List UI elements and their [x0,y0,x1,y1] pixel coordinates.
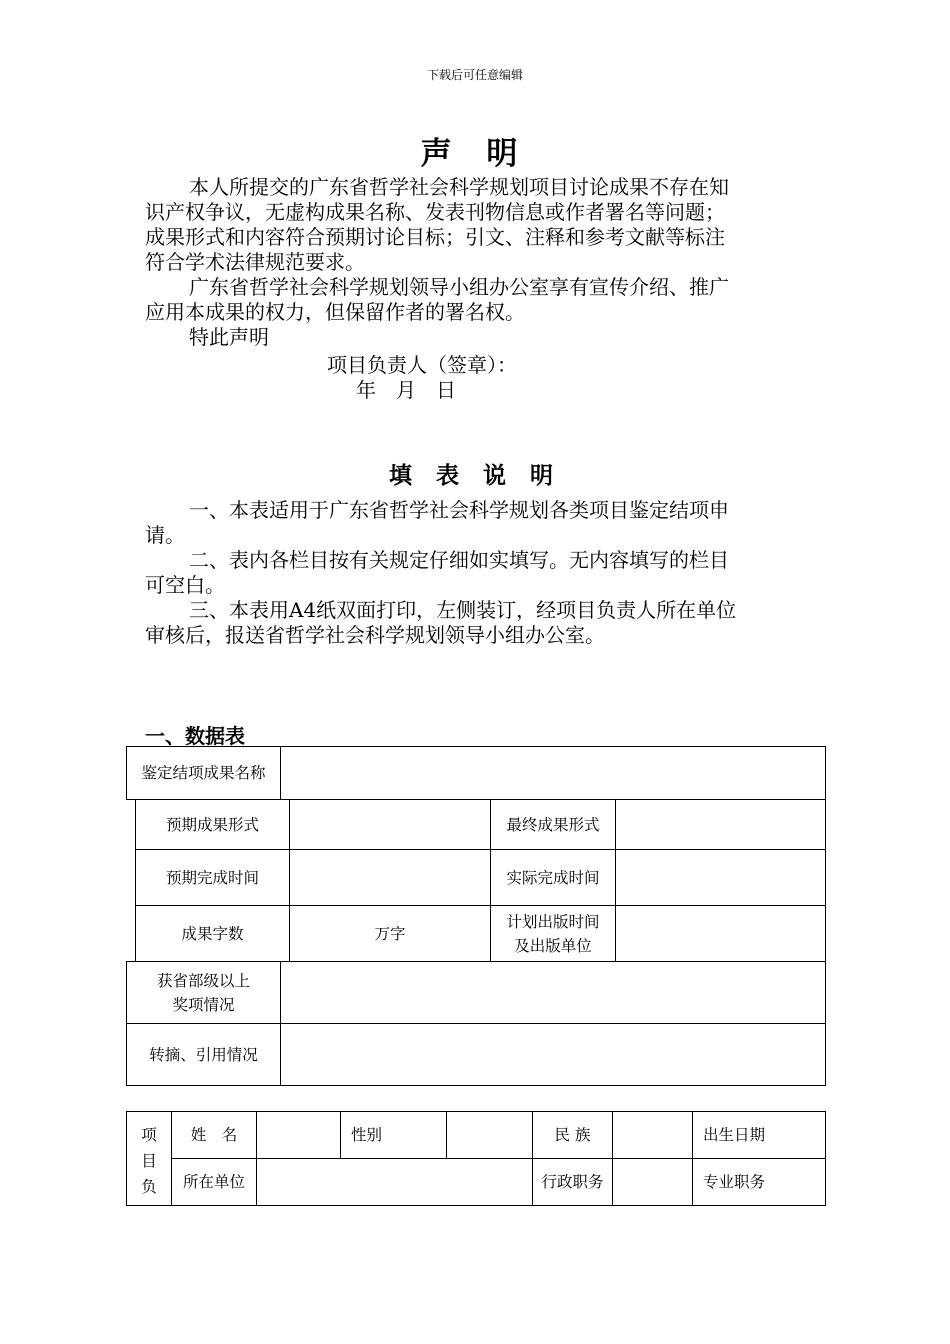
admin-post-value[interactable] [613,1159,693,1206]
final-form-label: 最终成果形式 [491,800,616,850]
vertical-char: 项 [141,1126,157,1144]
declaration-body [145,175,810,350]
expected-time-value[interactable] [290,850,491,906]
publish-label-line: 及出版单位 [514,936,592,955]
expected-form-label: 预期成果形式 [136,800,290,850]
instruction-line: 可空白。 [145,573,225,597]
final-form-value[interactable] [616,800,826,850]
actual-time-value[interactable] [616,850,826,906]
word-count-value[interactable] [290,906,491,962]
name-value[interactable] [257,1112,341,1159]
signature-label: 项目负责人（签章）： [327,353,517,377]
gender-label: 性别 [341,1112,447,1159]
unit-label: 所在单位 [172,1159,257,1206]
ethnicity-label: 民 族 [533,1112,613,1159]
ethnicity-value[interactable] [613,1112,693,1159]
declaration-line: 特此声明 [189,325,269,349]
award-label-line: 获省部级以上 [156,971,250,990]
instruction-line: 三、本表用A4纸双面打印，左侧装订，经项目负责人所在单位 [189,598,737,622]
result-name-value[interactable] [281,747,826,800]
vertical-char: 目 [141,1152,157,1170]
unit-value[interactable] [257,1159,533,1206]
instruction-line: 一、本表适用于广东省哲学社会科学规划各类项目鉴定结项申 [189,498,729,522]
data-table-awards [126,961,826,1086]
publish-label-line: 计划出版时间 [506,912,600,931]
expected-time-label: 预期完成时间 [136,850,290,906]
vertical-char: 负 [141,1178,157,1196]
award-label-line: 奖项情况 [172,995,235,1014]
declaration-line: 成果形式和内容符合预期讨论目标；引文、注释和参考文献等标注 [145,225,725,249]
instruction-line: 审核后，报送省哲学社会科学规划领导小组办公室。 [145,623,605,647]
signature-date: 年 月 日 [356,378,456,402]
word-count-label: 成果字数 [136,906,290,962]
declaration-title: 声 明 [420,136,530,172]
instruction-line: 二、表内各栏目按有关规定仔细如实填写。无内容填写的栏目 [189,548,729,572]
prof-post-label [693,1159,826,1206]
citation-label: 转摘、引用情况 [127,1024,281,1086]
declaration-line: 识产权争议，无虚构成果名称、发表刊物信息或作者署名等问题； [145,200,725,224]
word-unit: 万字 [374,924,406,943]
gender-value[interactable] [447,1112,533,1159]
data-table-name [126,746,826,800]
declaration-line: 广东省哲学社会科学规划领导小组办公室享有宣传介绍、推广 [189,275,729,299]
birth-label-text: 出生日期 [703,1126,766,1144]
declaration-line: 应用本成果的权力，但保留作者的署名权。 [145,300,525,324]
instructions-title: 填 表 说 明 [388,462,562,489]
header-watermark: 下载后可任意编辑 [426,68,523,82]
instructions-body [145,498,810,648]
publish-value[interactable] [616,906,826,962]
award-label [127,962,281,1024]
section-title: 一、数据表 [145,724,245,748]
award-value[interactable] [281,962,826,1024]
expected-form-value[interactable] [290,800,491,850]
name-label: 姓 名 [172,1112,257,1159]
publish-label [491,906,616,962]
birth-label [693,1112,826,1159]
citation-value[interactable] [281,1024,826,1086]
actual-time-label: 实际完成时间 [491,850,616,906]
result-name-label: 鉴定结项成果名称 [127,747,281,800]
admin-post-label: 行政职务 [533,1159,613,1206]
declaration-line: 符合学术法律规范要求。 [145,250,365,274]
data-table-grid [135,799,826,962]
declaration-line: 本人所提交的广东省哲学社会科学规划项目讨论成果不存在知 [189,175,729,199]
prof-post-label-text: 专业职务 [703,1173,766,1191]
project-leader-vertical-label [127,1112,172,1206]
person-table [126,1111,826,1206]
instruction-line: 请。 [145,523,185,547]
